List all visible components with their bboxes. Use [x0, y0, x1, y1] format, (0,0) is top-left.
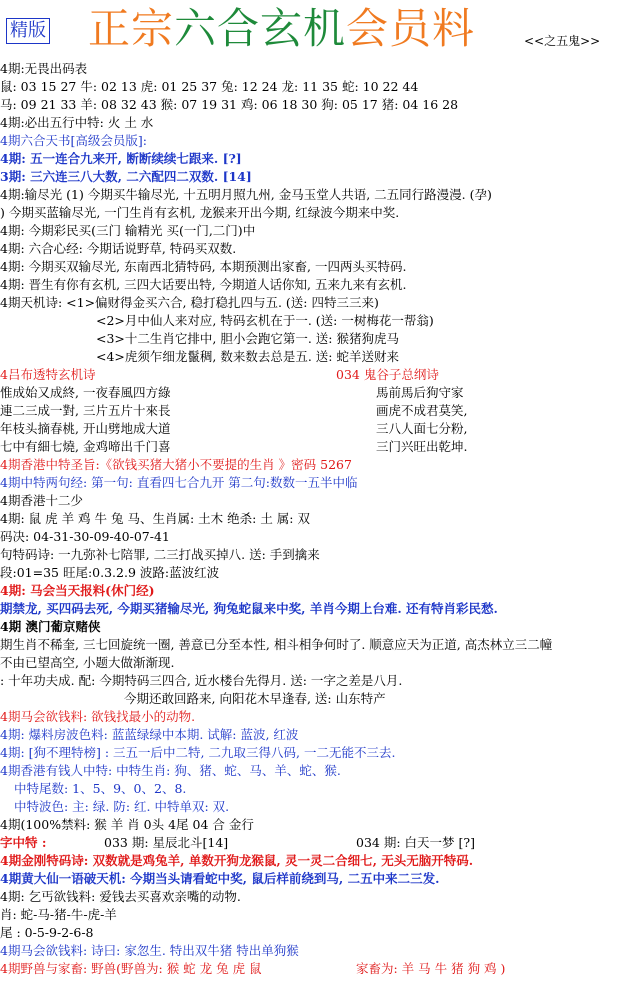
text-line: 4期香港中特圣旨:《欲钱买猪大猪小不要提的生肖 》密码 5267: [0, 457, 352, 472]
text-line: 034 鬼谷子总纲诗: [336, 367, 439, 382]
text-line: 連二三成一對, 三片五片十來長: [0, 403, 171, 418]
text-line: 4期: 马会当天报料(休门经): [0, 583, 155, 598]
page-subtitle: <<之五鬼>>: [524, 34, 601, 48]
text-line: 4期: [狗不理特榜] : 三五一后中二特, 二九取三得八码, 一二无能不三去.: [0, 745, 396, 760]
text-line: 今期还敢回路来, 向阳花木早逢春, 送: 山东特产: [124, 691, 386, 706]
text-line: 4期: 今期买双输尽光, 东南西北猜特码, 本期预测出家畜, 一四两头买特码.: [0, 259, 407, 274]
text-line: 4期香港有钱人中特: 中特生肖: 狗、猪、蛇、马、羊、蛇、猴.: [0, 763, 341, 778]
text-line: 尾 : 0-5-9-2-6-8: [0, 925, 94, 940]
text-line: 家畜为: 羊 马 牛 猪 狗 鸡 ): [356, 961, 506, 976]
text-line: 4吕布透特玄机诗: [0, 367, 96, 382]
text-line: 034 期: 白天一梦 [?]: [356, 835, 475, 850]
text-line: 4期香港十二少: [0, 493, 83, 508]
text-line: 033 期: 星辰北斗[14]: [104, 835, 229, 850]
text-line: 中特尾数: 1、5、9、0、2、8.: [14, 781, 187, 796]
text-line: 4期天机诗: <1>偏财得金买六合, 稳打稳扎四与五. (送: 四特三三来): [0, 295, 379, 310]
text-line: 4期:无畏出码表: [0, 61, 88, 76]
text-line: 4期野兽与家畜: 野兽(野兽为: 猴 蛇 龙 兔 虎 鼠: [0, 961, 262, 976]
text-line: <3>十二生肖它排中, 胆小会跑它第一. 送: 猴猪狗虎马: [96, 331, 399, 346]
text-line: 4期金刚特码诗: 双数就是鸡兔羊, 单数开狗龙猴鼠, 灵一灵二合细七, 无头无脑开特码.: [0, 853, 474, 868]
text-line: ) 今期买蓝输尽光, 一门生肖有玄机, 龙猴来开出今期, 红绿波今期来中奖.: [0, 205, 400, 220]
text-line: 4期: 六合心经: 今期话说野草, 特码买双数.: [0, 241, 237, 256]
title-part-1: 正宗: [88, 4, 175, 53]
text-line: 4期马会欲钱料: 诗曰: 家忽生. 特出双牛猪 特出单狗猴: [0, 943, 299, 958]
text-line: 4期: 乞丐欲钱料: 爱钱去买喜欢亲嘴的动物.: [0, 889, 241, 904]
text-line: 4期: 今期彩民买(三门 输精光 买(一门,二门)中: [0, 223, 256, 238]
text-line: 4期: 鼠 虎 羊 鸡 牛 兔 马、生肖属: 土木 绝杀: 土 属: 双: [0, 511, 310, 526]
text-line: 期禁龙, 买四码去死, 今期买猪输尽光, 狗兔蛇鼠来中奖, 羊肖今期上台难. 还有特肖彩民愁.: [0, 601, 498, 616]
text-line: 肖: 蛇-马-猪-牛-虎-羊: [0, 907, 117, 922]
title-part-2: 六合: [174, 4, 261, 53]
text-line: 画虎不成君莫笑,: [376, 403, 468, 418]
text-line: 4期: 晋生有你有玄机, 三四大话要出特, 今期道人话你知, 五来九来有玄机.: [0, 277, 407, 292]
text-line: <2>月中仙人来对应, 特码玄机在于一. (送: 一树梅花一帮翁): [96, 313, 434, 328]
text-line: 4期马会欲钱料: 欲钱找最小的动物.: [0, 709, 196, 724]
text-line: 期生肖不稀奎, 三七回旋统一圈, 善意已分至本性, 相斗相争何时了. 顺意应天为正道, 高杰林立三二幢: [0, 637, 553, 652]
text-line: 馬前馬后狗守家: [376, 385, 464, 400]
text-line: 七中有細七燒, 金鸡啼出千门喜: [0, 439, 171, 454]
text-line: 4期: 爆料房波色料: 蓝蓝绿绿中本期. 试解: 蓝波, 红波: [0, 727, 299, 742]
text-line: <4>虎须乍细龙鬣稠, 数来数去总是五. 送: 蛇羊送财来: [96, 349, 399, 364]
text-line: 码决: 04-31-30-09-40-07-41: [0, 529, 170, 544]
text-line: 4期中特两句经: 第一句: 直看四七合九开 第二句:数数一五半中临: [0, 475, 358, 490]
text-line: 鼠: 03 15 27 牛: 02 13 虎: 01 25 37 兔: 12 24 龙: 11 35 蛇: 10 22 44: [0, 79, 419, 94]
edition-badge: 精版: [6, 18, 50, 44]
text-line: 段:01=35 旺尾:0.3.2.9 波路:蓝波红波: [0, 565, 220, 580]
text-line: 字中特 :: [0, 835, 47, 850]
text-line: 3期: 三六连三八大数, 二六配四二双数. [14]: [0, 169, 252, 184]
text-line: 马: 09 21 33 羊: 08 32 43 猴: 07 19 31 鸡: 06 18 30 狗: 05 17 猪: 04 16 28: [0, 97, 459, 112]
text-line: 4期黄大仙一语破天机: 今期当头请看蛇中奖, 鼠后样前绕到马, 二五中来二三发.: [0, 871, 440, 886]
text-line: 4期:必出五行中特: 火 土 水: [0, 115, 154, 130]
text-line: 三门兴旺出乾坤.: [376, 439, 468, 454]
text-line: 惟成始又成終, 一夜春風四方綠: [0, 385, 171, 400]
page-header: [0, 0, 621, 58]
text-line: 句特码诗: 一九弥补七陪罪, 二三打战买掉八. 送: 手到擒来: [0, 547, 320, 562]
text-line: 三八人面七分粉,: [376, 421, 468, 436]
title-part-3: 玄机: [260, 4, 347, 53]
text-line: 不由已望高空, 小题大做渐渐现.: [0, 655, 175, 670]
page-title: [88, 4, 475, 54]
text-line: : 十年功夫成. 配: 今期特码三四合, 近水楼台先得月. 送: 一字之差是八月.: [0, 673, 403, 688]
text-line: 中特波色: 主: 绿. 防: 红. 中特单双: 双.: [14, 799, 230, 814]
text-line: 4期: 五一连合九来开, 断断续续七跟来. [?]: [0, 151, 242, 166]
text-line: 4期(100%禁料: 猴 羊 肖 0头 4尾 04 合 金行: [0, 817, 254, 832]
text-line: 4期六合天书[高级会员版]:: [0, 133, 147, 148]
text-line: 4期:输尽光 (1) 今期买牛输尽光, 十五明月照九州, 金马玉堂人共语, 二五同行路漫漫. (孕): [0, 187, 492, 202]
text-line: 年枝头摘春桃, 开山劈地成大道: [0, 421, 171, 436]
text-line: 4期 澳门葡京赌侠: [0, 619, 101, 634]
title-part-4: 会员料: [346, 4, 476, 53]
